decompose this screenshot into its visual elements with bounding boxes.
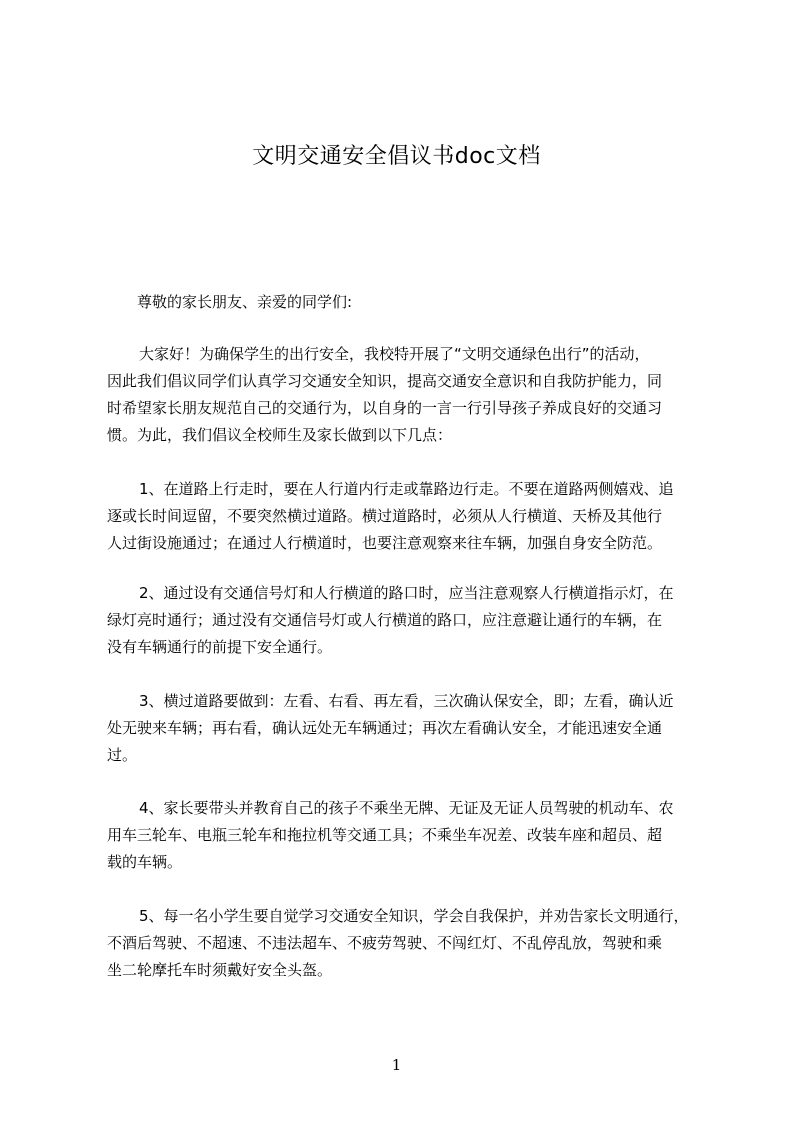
paragraph-line: 1、在道路上行走时，要在人行道内行走或靠路边行走。不要在道路两侧嬉戏、追 — [139, 480, 674, 498]
paragraph-line: 3、横过道路要做到：左看、右看、再左看，三次确认保安全，即；左看，确认近 — [139, 692, 674, 710]
paragraph-line: 不酒后驾驶、不超速、不违法超车、不疲劳驾驶、不闯红灯、不乱停乱放，驾驶和乘 — [107, 934, 663, 952]
paragraph-line: 时希望家长朋友规范自己的交通行为，以自身的一言一行引导孩子养成良好的交通习 — [107, 399, 663, 417]
paragraph-line: 惯。为此，我们倡议全校师生及家长做到以下几点： — [107, 426, 453, 444]
paragraph-line: 载的车辆。 — [107, 853, 183, 871]
paragraph-line: 用车三轮车、电瓶三轮车和拖拉机等交通工具；不乘坐车况差、改装车座和超员、超 — [107, 826, 663, 844]
page-number: 1 — [391, 1056, 402, 1074]
paragraph-line: 处无驶来车辆；再右看，确认远处无车辆通过；再次左看确认安全，才能迅速安全通 — [107, 719, 663, 737]
document-title: 文明交通安全倡议书doc文档 — [252, 144, 541, 169]
paragraph-line: 没有车辆通行的前提下安全通行。 — [107, 638, 333, 656]
paragraph-line: 过。 — [107, 746, 138, 764]
paragraph-line: 5、每一名小学生要自觉学习交通安全知识，学会自我保护，并劝告家长文明通行， — [139, 907, 689, 925]
paragraph-line: 逐或长时间逗留，不要突然横过道路。横过道路时，必须从人行横道、天桥及其他行 — [107, 507, 663, 525]
paragraph-line: 坐二轮摩托车时须戴好安全头盔。 — [107, 961, 333, 979]
paragraph-line: 大家好！为确保学生的出行安全，我校特开展了“文明交通绿色出行”的活动， — [139, 345, 650, 363]
paragraph-line: 因此我们倡议同学们认真学习交通安全知识，提高交通安全意识和自我防护能力，同 — [107, 372, 663, 390]
paragraph-line: 4、家长要带头并教育自己的孩子不乘坐无牌、无证及无证人员驾驶的机动车、农 — [139, 799, 674, 817]
paragraph-line: 绿灯亮时通行；通过没有交通信号灯或人行横道的路口，应注意避让通行的车辆，在 — [107, 611, 663, 629]
greeting-line: 尊敬的家长朋友、亲爱的同学们: — [137, 293, 353, 311]
paragraph-line: 2、通过设有交通信号灯和人行横道的路口时，应当注意观察人行横道指示灯，在 — [139, 584, 674, 602]
paragraph-line: 人过街设施通过；在通过人行横道时，也要注意观察来往车辆，加强自身安全防范。 — [107, 534, 663, 552]
